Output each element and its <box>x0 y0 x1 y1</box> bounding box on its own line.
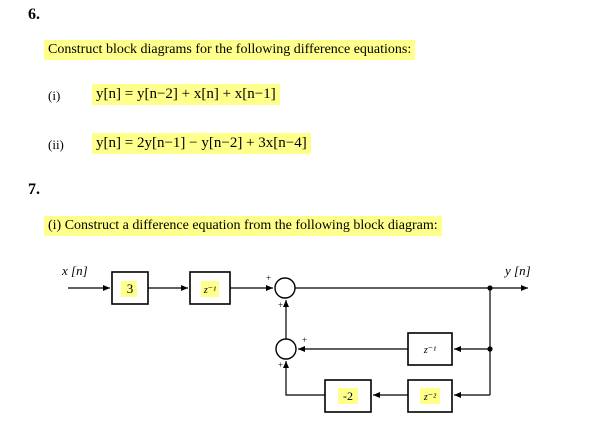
bottom-sum-plus-bottom: + <box>278 360 284 370</box>
feedback-delay-2-label: z⁻² <box>423 392 437 403</box>
feedback-delay-1-label: z⁻¹ <box>423 345 437 356</box>
output-label: y [n] <box>505 263 531 278</box>
input-label: x [n] <box>62 263 88 278</box>
feedback-gain-value: -2 <box>343 389 353 403</box>
q6-part-i-equation: y[n] = y[n−2] + x[n] + x[n−1] <box>92 84 280 105</box>
bottom-sum-plus-right: + <box>302 335 308 345</box>
q6-part-ii-equation: y[n] = 2y[n−1] − y[n−2] + 3x[n−4] <box>92 133 311 154</box>
question-6-number: 6. <box>28 6 40 23</box>
question-7-prompt: (i) Construct a difference equation from the following block diagram: <box>44 216 442 236</box>
question-7-number: 7. <box>28 181 40 198</box>
q6-part-ii-label: (ii) <box>48 137 64 152</box>
question-6-prompt: Construct block diagrams for the following difference equations: <box>44 40 415 60</box>
bottom-summing-junction <box>276 339 296 359</box>
top-sum-plus-bottom: + <box>278 300 284 310</box>
forward-delay-label: z⁻¹ <box>203 285 217 296</box>
top-summing-junction <box>275 278 295 298</box>
gain-block-value: 3 <box>126 281 134 296</box>
top-sum-plus-left: + <box>266 273 272 283</box>
gain-to-bottom-sum-arrow <box>286 361 325 395</box>
q6-part-i-label: (i) <box>48 88 61 103</box>
